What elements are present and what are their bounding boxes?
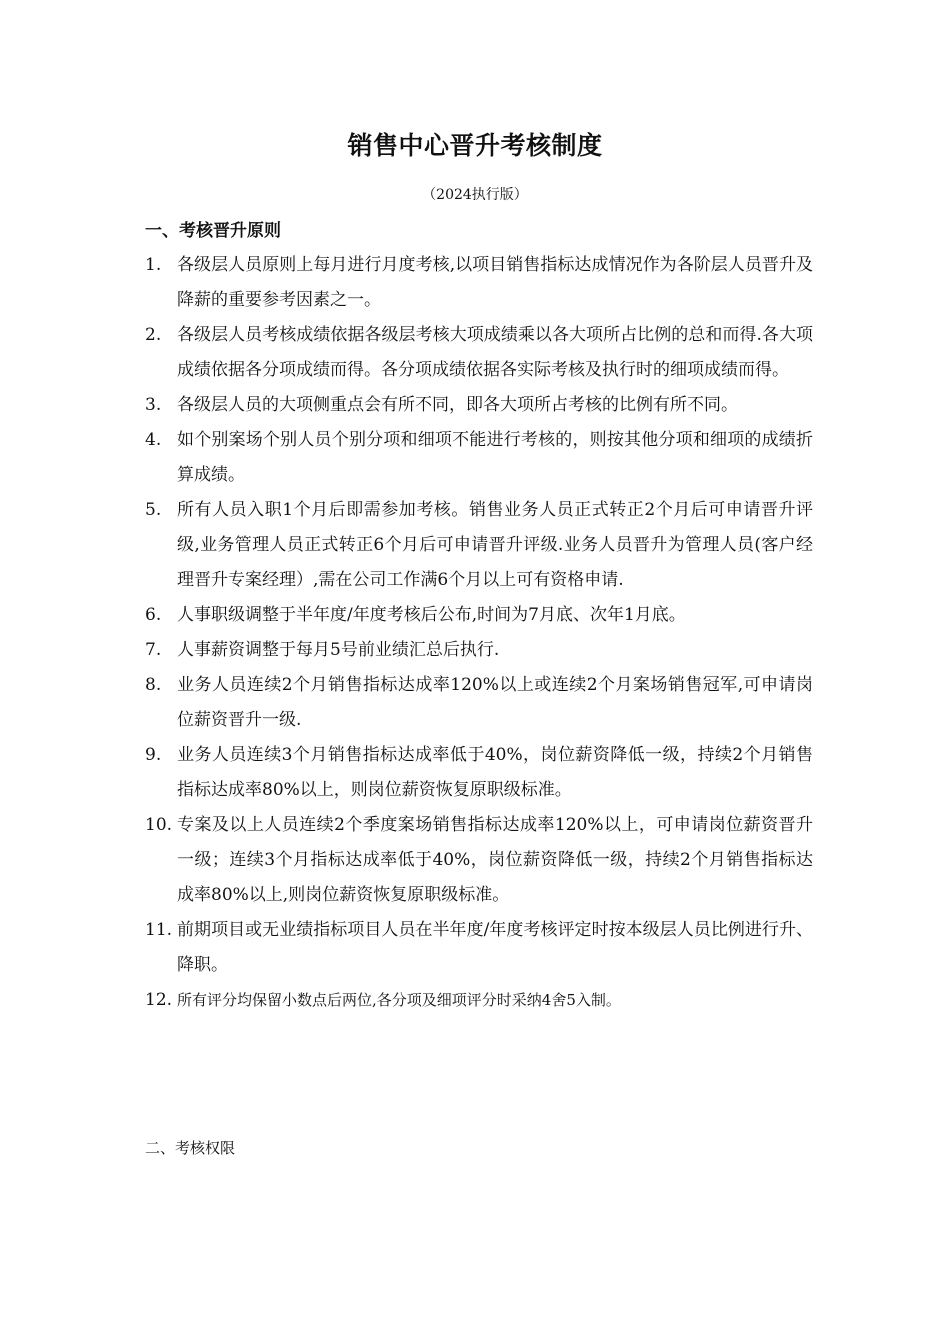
- list-item-number: 2.: [145, 325, 162, 345]
- list-item-number: 8.: [145, 675, 162, 695]
- list-item-text: 人事职级调整于半年度/年度考核后公布,时间为7月底、次年1月底。: [177, 605, 686, 625]
- list-item: [145, 913, 813, 983]
- list-item: [145, 493, 813, 598]
- list-item-number: 10.: [145, 815, 173, 835]
- list-item-number: 1.: [145, 255, 162, 275]
- list-item-text: 所有评分均保留小数点后两位,各分项及细项评分时采纳4舍5入制。: [177, 991, 621, 1009]
- list-item-text: 业务人员连续2个月销售指标达成率120%以上或连续2个月案场销售冠军,可申请岗位薪资晋升一级.: [177, 675, 813, 730]
- document-title: 销售中心晋升考核制度: [347, 131, 603, 160]
- list-item: [145, 738, 813, 808]
- list-item-text: 各级层人员原则上每月进行月度考核,以项目销售指标达成情况作为各阶层人员晋升及降薪的重要参考因素之一。: [177, 255, 813, 310]
- list-item: [145, 668, 813, 738]
- list-item: [145, 388, 813, 423]
- list-item: [145, 983, 813, 1017]
- list-item-text: 前期项目或无业绩指标项目人员在半年度/年度考核评定时按本级层人员比例进行升、降职。: [177, 920, 813, 975]
- list-item-text: 业务人员连续3个月销售指标达成率低于40%，岗位薪资降低一级，持续2个月销售指标达成率80%以上，则岗位薪资恢复原职级标准。: [177, 745, 813, 800]
- principles-list: [145, 248, 813, 1017]
- list-item: [145, 633, 813, 668]
- list-item-number: 5.: [145, 500, 162, 520]
- list-item: [145, 318, 813, 388]
- list-item-number: 9.: [145, 745, 162, 765]
- list-item-text: 专案及以上人员连续2个季度案场销售指标达成率120%以上，可申请岗位薪资晋升一级；连续3个月指标达成率低于40%，岗位薪资降低一级，持续2个月销售指标达成率80%以上,则岗位薪资恢复原职级标准。: [177, 815, 813, 905]
- list-item-number: 7.: [145, 640, 162, 660]
- list-item-number: 3.: [145, 395, 162, 415]
- list-item-text: 各级层人员的大项侧重点会有所不同，即各大项所占考核的比例有所不同。: [177, 395, 738, 415]
- section-heading-principles: 一、考核晋升原则: [145, 221, 281, 241]
- list-item-text: 所有人员入职1个月后即需参加考核。销售业务人员正式转正2个月后可申请晋升评级,业务管理人员正式转正6个月后可申请晋升评级.业务人员晋升为管理人员(客户经理晋升专案经理）,需在公司工作满6个月以上可有资格申请.: [177, 500, 813, 590]
- list-item: [145, 808, 813, 913]
- list-item: [145, 423, 813, 493]
- list-item-number: 4.: [145, 430, 162, 450]
- document-subtitle: （2024执行版）: [422, 187, 528, 203]
- list-item: [145, 598, 813, 633]
- list-item: [145, 248, 813, 318]
- list-item-text: 如个别案场个别人员个别分项和细项不能进行考核的，则按其他分项和细项的成绩折算成绩。: [177, 430, 813, 485]
- list-item-number: 6.: [145, 605, 162, 625]
- list-item-text: 人事薪资调整于每月5号前业绩汇总后执行.: [177, 640, 500, 660]
- list-item-number: 12.: [145, 990, 173, 1010]
- list-item-text: 各级层人员考核成绩依据各级层考核大项成绩乘以各大项所占比例的总和而得.各大项成绩依据各分项成绩而得。各分项成绩依据各实际考核及执行时的细项成绩而得。: [177, 325, 813, 380]
- section-heading-authority: 二、考核权限: [145, 1139, 236, 1157]
- list-item-number: 11.: [145, 920, 173, 940]
